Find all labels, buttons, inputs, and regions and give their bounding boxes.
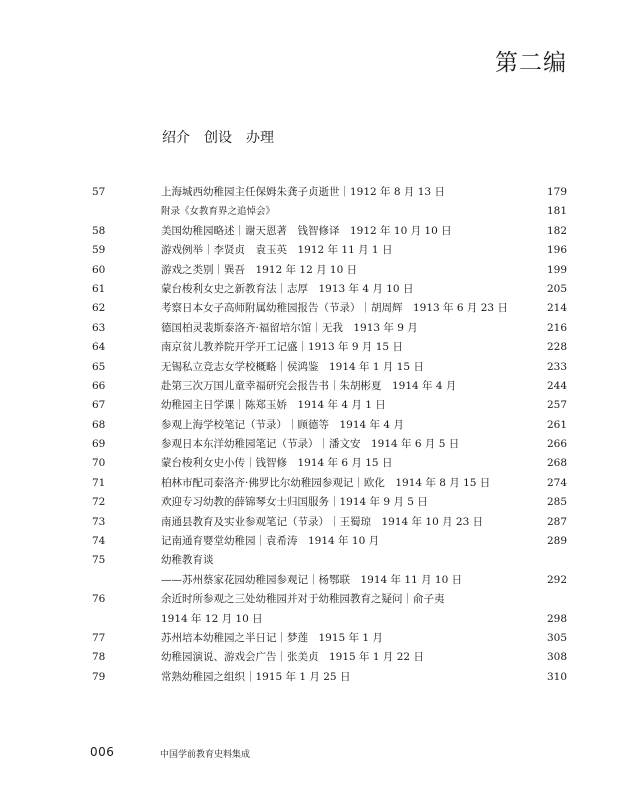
toc-entry-number: 62	[92, 302, 106, 315]
toc-entry	[92, 396, 567, 415]
toc-entry	[92, 629, 567, 648]
toc-entry-title: 柏林市配司泰洛齐·佛罗比尔幼稚园参观记｜欧化 1914 年 8 月 15 日	[161, 476, 491, 489]
toc-entry-title: 附录《女教育界之追悼会》	[161, 206, 276, 218]
toc-entry-page: 179	[546, 186, 567, 198]
toc-entry-number: 74	[92, 535, 106, 548]
toc-entry-title: 幼稚教育谈	[161, 554, 214, 567]
toc-entry-title: 德国柏灵裴斯泰洛齐·福留培尔馆｜无我 1913 年 9 月	[161, 321, 418, 334]
toc-entry-number: 64	[92, 341, 106, 354]
toc-entry	[92, 590, 567, 609]
toc-entry	[92, 571, 567, 590]
toc-entry-page: 274	[546, 476, 567, 489]
toc-entry-page: 257	[546, 399, 567, 412]
toc-entry-number: 63	[92, 321, 106, 334]
toc-entry-page: 266	[546, 438, 567, 451]
toc-entry	[92, 532, 567, 551]
toc-entry	[92, 648, 567, 667]
toc-entry-number: 76	[92, 593, 106, 606]
toc-entry-number: 72	[92, 496, 106, 509]
toc-entry	[92, 454, 567, 473]
toc-entry-title: 1914 年 12 月 10 日	[161, 612, 263, 625]
toc-entry-page: 196	[546, 244, 567, 257]
toc-entry-page: 310	[546, 670, 567, 683]
toc-entry-number: 65	[92, 360, 106, 373]
section-title: 绍介 创设 办理	[162, 130, 274, 146]
toc-entry	[92, 202, 567, 221]
table-of-contents	[92, 183, 567, 687]
part-title: 第二编	[495, 50, 567, 76]
toc-entry-page: 298	[546, 612, 567, 625]
toc-entry-title: 参观上海学校笔记（节录）｜顾德等 1914 年 4 月	[161, 418, 404, 431]
toc-entry-title: 欢迎专习幼教的薛锦琴女士归国服务｜1914 年 9 月 5 日	[161, 496, 428, 509]
toc-entry	[92, 319, 567, 338]
toc-entry	[92, 416, 567, 435]
toc-entry	[92, 183, 567, 202]
toc-entry-title: 参观日本东洋幼稚园笔记（节录）｜潘文安 1914 年 6 月 5 日	[161, 438, 460, 451]
toc-entry-title: 美国幼稚园略述｜谢天恩著 钱智修译 1912 年 10 月 10 日	[161, 224, 452, 237]
toc-entry-title: 上海城西幼稚园主任保姆朱龚子贞逝世｜1912 年 8 月 13 日	[161, 186, 445, 198]
toc-entry-title: 南通县教育及实业参观笔记（节录）｜王蜀琼 1914 年 10 月 23 日	[161, 515, 484, 528]
toc-entry	[92, 474, 567, 493]
toc-entry-number: 60	[92, 263, 106, 276]
toc-entry-title: 蒙台梭利女史小传｜钱智修 1914 年 6 月 15 日	[161, 457, 393, 470]
toc-entry-number: 77	[92, 631, 106, 644]
toc-entry	[92, 668, 567, 687]
toc-entry-title: 常熟幼稚园之组织｜1915 年 1 月 25 日	[161, 670, 351, 683]
toc-entry	[92, 280, 567, 299]
toc-entry-page: 233	[546, 360, 567, 373]
toc-entry	[92, 493, 567, 512]
toc-entry-page: 287	[546, 515, 567, 528]
toc-entry	[92, 358, 567, 377]
toc-entry-title: ——苏州蔡家花园幼稚园参观记｜杨鄂联 1914 年 11 月 10 日	[161, 573, 463, 586]
toc-entry-number: 71	[92, 476, 106, 489]
footer-book-title: 中国学前教育史料集成	[160, 750, 251, 760]
toc-entry-title: 考察日本女子高师附属幼稚园报告（节录）｜胡周辉 1913 年 6 月 23 日	[161, 302, 508, 315]
toc-entry-page: 292	[546, 573, 567, 586]
toc-entry-number: 79	[92, 670, 106, 683]
toc-entry-title: 苏州培本幼稚园之半日记｜梦莲 1915 年 1 月	[161, 631, 383, 644]
toc-entry	[92, 222, 567, 241]
toc-entry-title: 游戏之类别｜巽吾 1912 年 12 月 10 日	[161, 263, 358, 276]
toc-entry-number: 69	[92, 438, 106, 451]
toc-entry-number: 59	[92, 244, 106, 257]
toc-entry	[92, 261, 567, 280]
toc-entry-page: 308	[546, 651, 567, 664]
toc-entry-title: 幼稚园演说、游戏会广告｜张美贞 1915 年 1 月 22 日	[161, 651, 424, 664]
toc-entry-number: 70	[92, 457, 106, 470]
toc-entry-title: 余近时所参观之三处幼稚园并对于幼稚园教育之疑问｜俞子夷	[161, 593, 445, 606]
toc-entry-title: 幼稚园主日学课｜陈郑玉娇 1914 年 4 月 1 日	[161, 399, 386, 412]
toc-entry	[92, 338, 567, 357]
toc-entry	[92, 377, 567, 396]
toc-entry-title: 游戏例举｜李贤贞 袁玉英 1912 年 11 月 1 日	[161, 244, 393, 257]
toc-entry-page: 228	[546, 341, 567, 354]
toc-entry	[92, 513, 567, 532]
toc-entry-number: 57	[92, 186, 106, 198]
toc-entry	[92, 435, 567, 454]
toc-entry	[92, 241, 567, 260]
toc-entry-page: 268	[546, 457, 567, 470]
toc-entry-title: 记南通育婴堂幼稚园｜袁希涛 1914 年 10 月	[161, 535, 380, 548]
footer-page-number: 006	[90, 745, 115, 759]
toc-entry-number: 75	[92, 554, 106, 567]
toc-entry	[92, 299, 567, 318]
toc-entry-number: 67	[92, 399, 106, 412]
toc-entry	[92, 551, 567, 570]
toc-entry-title: 无锡私立竞志女学校概略｜侯鸿鉴 1914 年 1 月 15 日	[161, 360, 424, 373]
toc-entry-number: 73	[92, 515, 106, 528]
toc-entry-page: 214	[546, 302, 567, 315]
toc-entry-number: 68	[92, 418, 106, 431]
toc-entry-page: 261	[546, 418, 567, 431]
toc-entry-number: 61	[92, 282, 106, 295]
toc-entry-page: 305	[546, 631, 567, 644]
toc-entry-page: 244	[546, 379, 567, 392]
toc-entry-title: 赴第三次万国儿童幸福研究会报告书｜朱胡彬夏 1914 年 4 月	[161, 379, 457, 392]
toc-entry-page: 216	[546, 321, 567, 334]
toc-entry-page: 285	[546, 496, 567, 509]
toc-entry-page: 182	[546, 224, 567, 237]
toc-entry-page: 205	[546, 282, 567, 295]
toc-entry-page: 289	[546, 535, 567, 548]
toc-entry-number: 58	[92, 224, 106, 237]
toc-entry-page: 199	[546, 263, 567, 276]
toc-entry	[92, 610, 567, 629]
toc-entry-title: 蒙台梭利女史之新教育法｜志厚 1913 年 4 月 10 日	[161, 282, 414, 295]
toc-entry-number: 66	[92, 379, 106, 392]
toc-entry-number: 78	[92, 651, 106, 664]
toc-entry-page: 181	[546, 205, 567, 218]
toc-entry-title: 南京贫儿教养院开学开工记盛｜1913 年 9 月 15 日	[161, 341, 403, 354]
